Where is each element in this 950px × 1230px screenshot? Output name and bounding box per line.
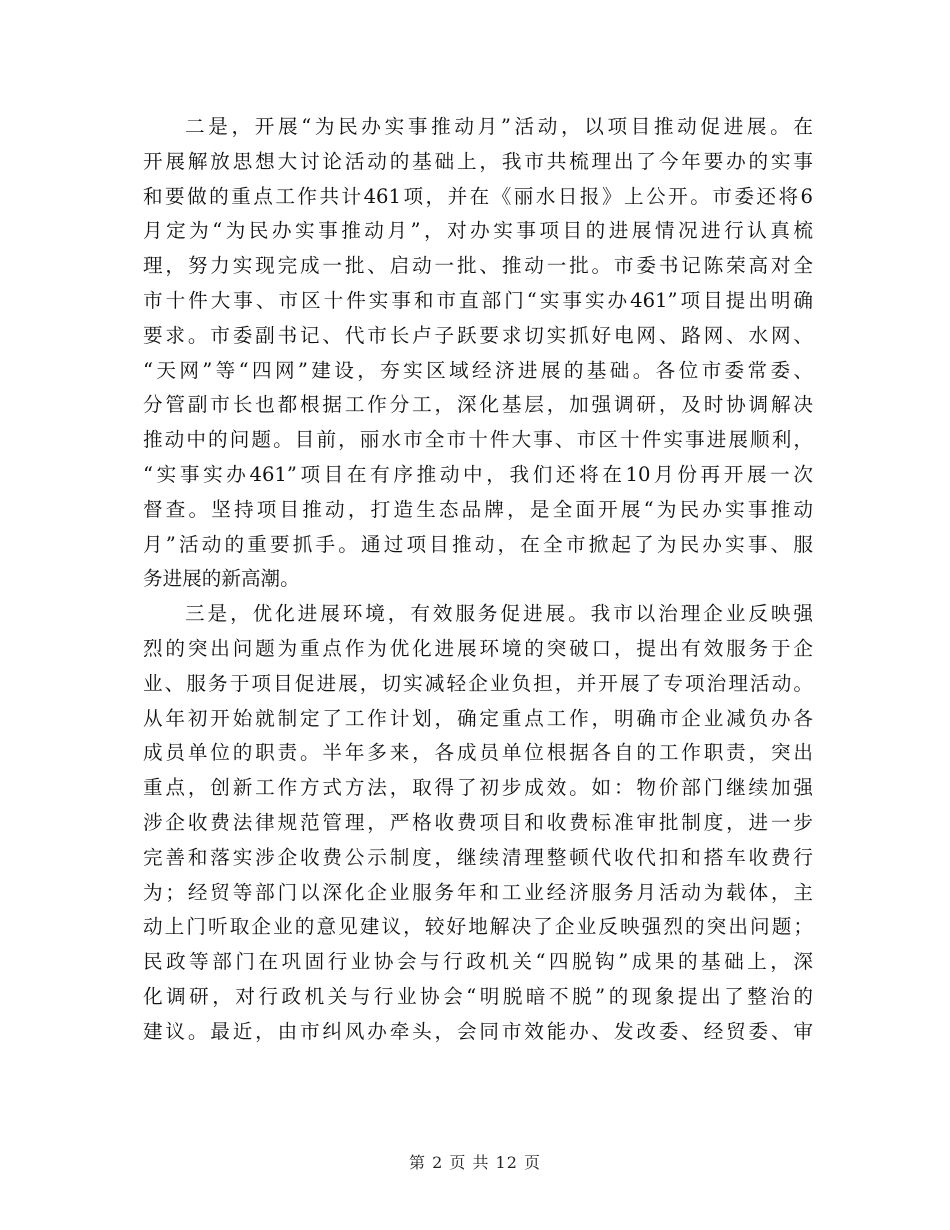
text-line: 推动中的问题。目前，丽水市全市十件大事、市区十件实事进展顺利， — [143, 428, 813, 452]
text-line: 市十件大事、市区十件实事和市直部门“实事实办461”项目提出明确 — [143, 288, 813, 312]
text-line: 分管副市长也都根据工作分工，深化基层，加强调研，及时协调解决 — [143, 393, 813, 417]
text-line: “实事实办461”项目在有序推动中，我们还将在10月份再开展一次 — [143, 462, 813, 486]
text-line: 动上门听取企业的意见建议，较好地解决了企业反映强烈的突出问题； — [143, 915, 813, 939]
text-line: 成员单位的职责。半年多来，各成员单位根据各自的工作职责，突出 — [143, 741, 813, 765]
text-line: 从年初开始就制定了工作计划，确定重点工作，明确市企业减负办各 — [143, 706, 813, 730]
text-line: 三是，优化进展环境，有效服务促进展。我市以治理企业反映强 — [185, 602, 813, 626]
text-line: 要求。市委副书记、代市长卢子跃要求切实抓好电网、路网、水网、 — [143, 323, 813, 347]
text-line: 督查。坚持项目推动，打造生态品牌，是全面开展“为民办实事推动 — [143, 497, 813, 521]
text-line: 烈的突出问题为重点作为优化进展环境的突破口，提出有效服务于企 — [143, 636, 813, 660]
text-line: 理，努力实现完成一批、启动一批、推动一批。市委书记陈荣高对全 — [143, 254, 813, 278]
text-line: 为；经贸等部门以深化企业服务年和工业经济服务月活动为载体，主 — [143, 880, 813, 904]
page-number-footer: 第 2 页 共 12 页 — [409, 1153, 541, 1172]
text-line: 完善和落实涉企收费公示制度，继续清理整顿代收代扣和搭车收费行 — [143, 845, 813, 869]
text-line: “天网”等“四网”建设，夯实区域经济进展的基础。各位市委常委、 — [143, 358, 813, 382]
text-line: 务进展的新高潮。 — [143, 567, 300, 591]
text-line: 化调研，对行政机关与行业协会“明脱暗不脱”的现象提出了整治的 — [143, 984, 813, 1008]
paragraph-2 — [143, 597, 813, 1049]
text-line: 涉企收费法律规范管理，严格收费项目和收费标准审批制度，进一步 — [143, 810, 813, 834]
text-line: 建议。最近，由市纠风办牵头，会同市效能办、发改委、经贸委、审 — [143, 1019, 813, 1043]
paragraph-1 — [143, 110, 813, 597]
body-text — [143, 110, 813, 1050]
text-line: 重点，创新工作方式方法，取得了初步成效。如：物价部门继续加强 — [143, 776, 813, 800]
text-line: 月定为“为民办实事推动月”，对办实事项目的进展情况进行认真梳 — [143, 219, 813, 243]
text-line: 开展解放思想大讨论活动的基础上，我市共梳理出了今年要办的实事 — [143, 149, 813, 173]
text-line: 民政等部门在巩固行业协会与行政机关“四脱钩”成果的基础上，深 — [143, 950, 813, 974]
text-line: 业、服务于项目促进展，切实减轻企业负担，并开展了专项治理活动。 — [143, 671, 813, 695]
text-line: 月”活动的重要抓手。通过项目推动，在全市掀起了为民办实事、服 — [143, 532, 813, 556]
text-line: 二是，开展“为民办实事推动月”活动，以项目推动促进展。在 — [185, 115, 813, 138]
text-line: 和要做的重点工作共计461项，并在《丽水日报》上公开。市委还将6 — [143, 184, 813, 208]
